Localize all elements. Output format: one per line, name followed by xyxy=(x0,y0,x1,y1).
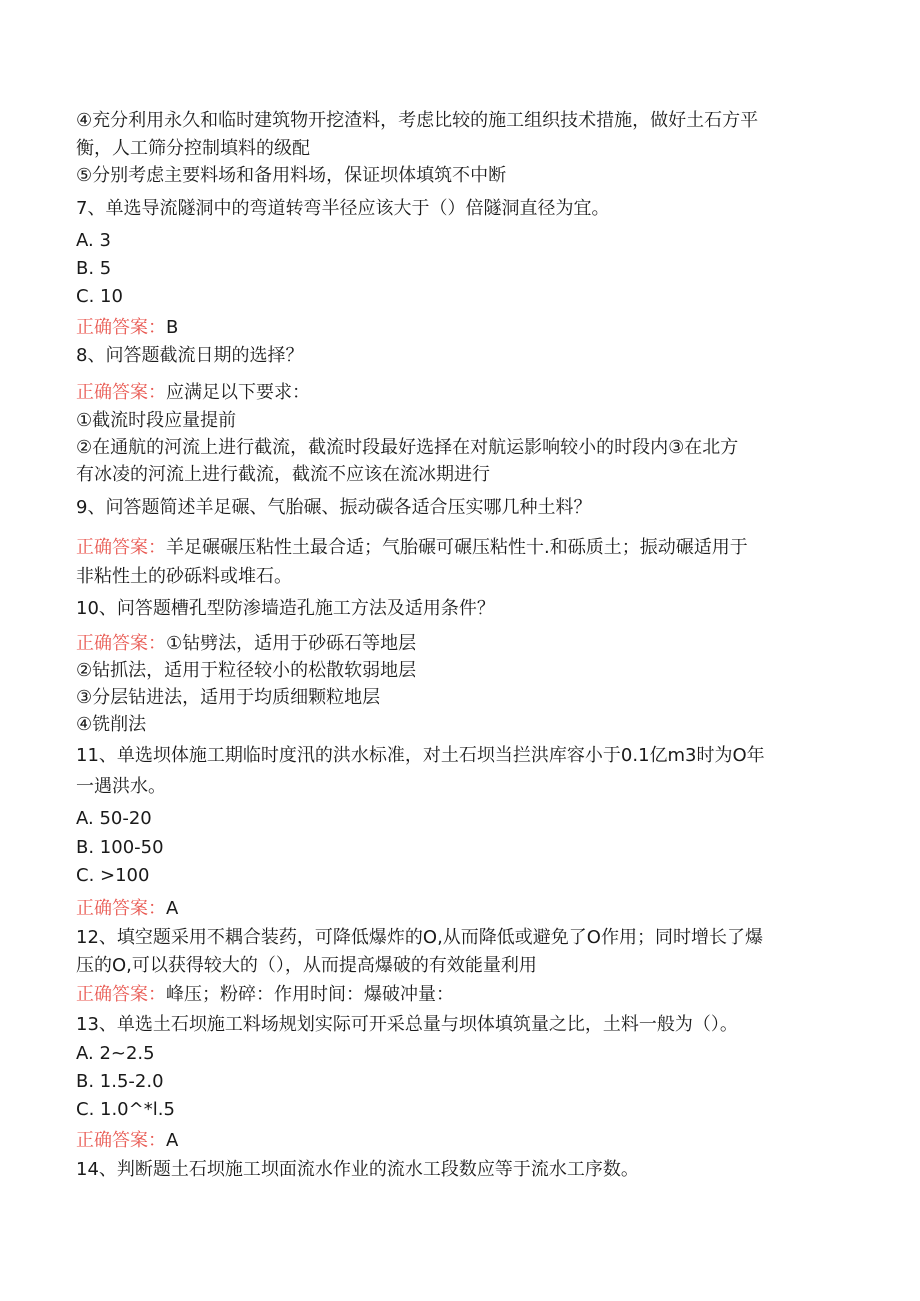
text-line: 衡，人工筛分控制填料的级配 xyxy=(76,138,310,159)
text-line: ③分层钻进法，适用于均质细颗粒地层 xyxy=(76,687,381,708)
answer-line xyxy=(76,315,178,341)
answer-value: A xyxy=(166,1130,179,1151)
question-7: 7、单选导流隧洞中的弯道转弯半径应该大于（）倍隧洞直径为宜。 xyxy=(76,198,610,219)
answer-value: ①钻劈法，适用于砂砾石等地层 xyxy=(166,633,417,654)
answer-label: 正确答案： xyxy=(76,317,166,338)
text-line: 有冰凌的河流上进行截流，截流不应该在流冰期进行 xyxy=(76,464,490,485)
question-8: 8、问答题截流日期的选择？ xyxy=(76,345,304,366)
answer-line xyxy=(76,380,310,406)
answer-value: 峰压；粉碎：作用时间：爆破冲量： xyxy=(166,984,454,1005)
text-line: ④铣削法 xyxy=(76,714,147,735)
answer-label: 正确答案： xyxy=(76,537,166,558)
answer-line xyxy=(76,982,454,1008)
text-line: 压的O,可以获得较大的（），从而提高爆破的有效能量利用 xyxy=(76,955,537,976)
text-line: ⑤分别考虑主要料场和备用料场，保证坝体填筑不中断 xyxy=(76,165,507,186)
answer-value: B xyxy=(166,317,179,338)
option-b: B. 100-50 xyxy=(76,837,164,858)
answer-value: 羊足碾碾压粘性土最合适；气胎碾可碾压粘性十.和砾质土；振动碾适用于 xyxy=(166,537,748,558)
option-a: A. 3 xyxy=(76,230,111,251)
text-line: 一遇洪水。 xyxy=(76,776,166,797)
text-line: 非粘性土的砂砾料或堆石。 xyxy=(76,566,292,587)
answer-line xyxy=(76,896,178,922)
question-9: 9、问答题简述羊足碾、气胎碾、振动碳各适合压实哪几种土料？ xyxy=(76,497,592,518)
answer-line xyxy=(76,1128,178,1154)
answer-label: 正确答案： xyxy=(76,898,166,919)
answer-label: 正确答案： xyxy=(76,633,166,654)
answer-line xyxy=(76,535,748,561)
option-c: C. 1.0^*l.5 xyxy=(76,1099,175,1120)
option-b: B. 5 xyxy=(76,258,112,279)
option-a: A. 50-20 xyxy=(76,808,152,829)
text-line: ②在通航的河流上进行截流，截流时段最好选择在对航运影响较小的时段内③在北方 xyxy=(76,437,739,458)
answer-label: 正确答案： xyxy=(76,1130,166,1151)
question-13: 13、单选土石坝施工料场规划实际可开采总量与坝体填筑量之比，土料一般为（）。 xyxy=(76,1014,738,1035)
option-b: B. 1.5-2.0 xyxy=(76,1071,164,1092)
text-line: ②钻抓法，适用于粒径较小的松散软弱地层 xyxy=(76,660,417,681)
question-14: 14、判断题土石坝施工坝面流水作业的流水工段数应等于流水工序数。 xyxy=(76,1159,639,1180)
question-11: 11、单选坝体施工期临时度汛的洪水标准，对土石坝当拦洪库容小于0.1亿m3时为O年 xyxy=(76,745,765,766)
question-12: 12、填空题采用不耦合装药，可降低爆炸的O,从而降低或避免了O作用；同时增长了爆 xyxy=(76,927,763,948)
text-line: ④充分利用永久和临时建筑物开挖渣料，考虑比较的施工组织技术措施，做好土石方平 xyxy=(76,110,759,131)
answer-value: A xyxy=(166,898,179,919)
option-c: C. 10 xyxy=(76,286,123,307)
question-10: 10、问答题槽孔型防渗墙造孔施工方法及适用条件？ xyxy=(76,598,495,619)
answer-value: 应满足以下要求： xyxy=(166,382,310,403)
answer-line xyxy=(76,631,416,657)
option-c: C. >100 xyxy=(76,865,150,886)
answer-label: 正确答案： xyxy=(76,382,166,403)
answer-label: 正确答案： xyxy=(76,984,166,1005)
text-line: ①截流时段应量提前 xyxy=(76,410,237,431)
option-a: A. 2~2.5 xyxy=(76,1043,155,1064)
